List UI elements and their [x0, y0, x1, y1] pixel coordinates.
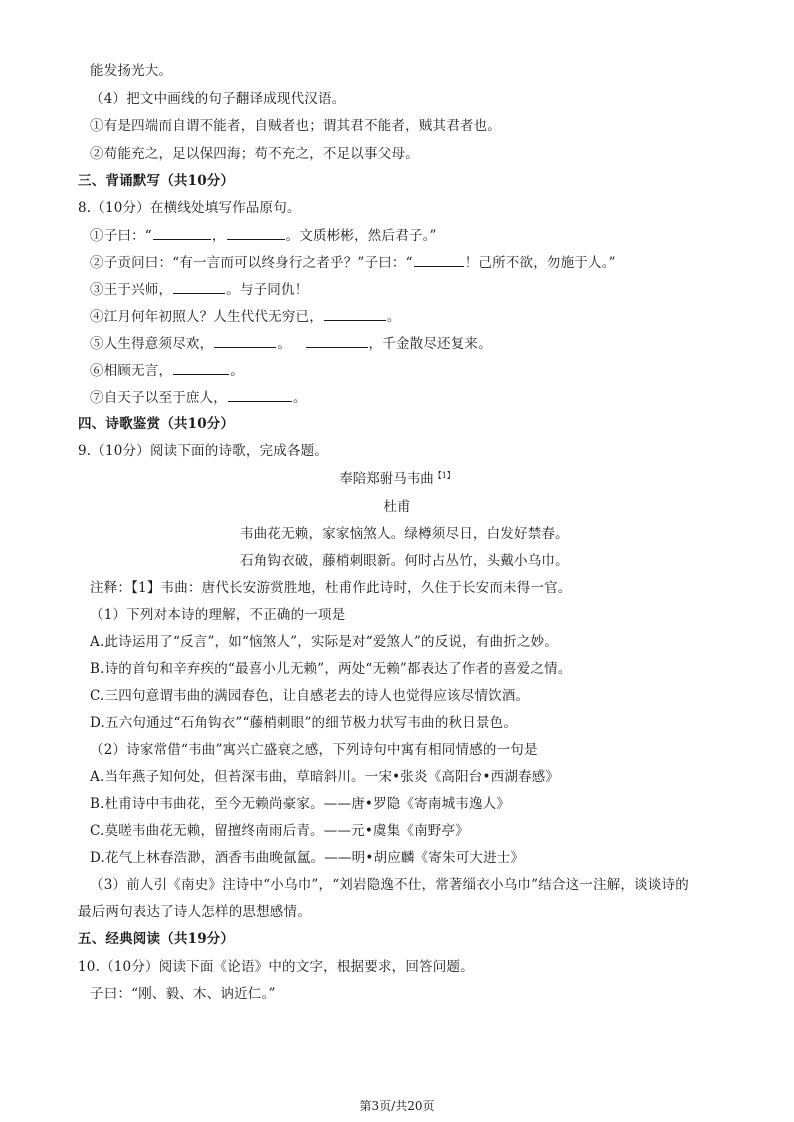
option-9-1-a: A.此诗运用了“反言”，如“恼煞人”，实际是对“爱煞人”的反说，有曲折之妙。: [90, 634, 559, 650]
answer-blank[interactable]: [214, 334, 276, 348]
text-line: 能发扬光大。: [90, 63, 173, 79]
poem-title: [0, 470, 794, 488]
fill-item-4-text: ④江月何年初照人？人生代代无穷已，: [90, 309, 323, 325]
answer-blank[interactable]: [228, 388, 292, 402]
poem-line-1: 韦曲花无赖，家家恼煞人。绿樽须尽日，白发好禁春。: [240, 526, 569, 542]
fill-item-1-text: 。文质彬彬，然后君子。”: [285, 228, 437, 244]
sentence-2: ②苟能充之，足以保四海；苟不充之，不足以事父母。: [90, 146, 419, 162]
option-9-1-b: B.诗的首句和辛弃疾的“最喜小儿无赖”，两处“无赖”都表达了作者的喜爱之情。: [90, 661, 572, 677]
fill-item-1-text: ①子曰：“: [90, 228, 152, 244]
sentence-1: ①有是四端而自谓不能者，自贼者也；谓其君不能者，贼其君者也。: [90, 118, 501, 134]
answer-blank[interactable]: [414, 253, 464, 267]
answer-blank[interactable]: [324, 307, 386, 321]
section-4-heading: 四、诗歌鉴赏（共10分）: [78, 416, 235, 432]
answer-blank[interactable]: [173, 361, 229, 375]
option-9-1-d: D.五六句通过“石角钩衣”“藤梢刺眼”的细节极力状写韦曲的秋日景色。: [90, 715, 518, 731]
poem-footnote: 注释：【1】韦曲：唐代长安游赏胜地，杜甫作此诗时，久住于长安而未得一官。: [90, 580, 572, 596]
footnote-marker: 【1】: [433, 471, 455, 480]
fill-item-2-text: ②子贡问曰：“有一言而可以终身行之者乎？”子曰：“: [90, 255, 413, 271]
fill-item-4: [90, 307, 401, 326]
question-9-2: （2）诗家常借“韦曲”寓兴亡盛衰之感，下列诗句中寓有相同情感的一句是: [90, 742, 538, 758]
option-9-2-b: B.杜甫诗中韦曲花，至今无赖尚豪家。——唐•罗隐《寄南城韦逸人》: [90, 796, 511, 812]
page-number: 第3页/共20页: [359, 1099, 435, 1113]
option-9-2-a: A.当年燕子知何处，但苔深韦曲，草暗斜川。一宋•张炎《高阳台•西湖春感》: [90, 769, 560, 785]
fill-item-6-text: ⑥相顾无言，: [90, 363, 173, 379]
section-5-heading: 五、经典阅读（共19分）: [78, 931, 235, 947]
answer-blank[interactable]: [306, 334, 368, 348]
answer-blank[interactable]: [153, 226, 211, 240]
fill-item-3-text: 。与子同仇！: [226, 282, 309, 298]
question-9-3-cont: 最后两句表达了诗人怎样的思想感情。: [78, 904, 311, 920]
question-8: 8.（10分）在横线处填写作品原句。: [78, 200, 301, 216]
fill-item-6-text: 。: [230, 363, 244, 379]
fill-item-7-text: 。: [293, 390, 307, 406]
fill-item-5: [90, 334, 492, 353]
poem-title-text: 奉陪郑驸马韦曲: [339, 471, 434, 487]
section-3-heading: 三、背诵默写（共10分）: [78, 173, 235, 189]
question-7-4: （4）把文中画线的句子翻译成现代汉语。: [90, 91, 346, 107]
question-9: 9.（10分）阅读下面的诗歌，完成各题。: [78, 443, 329, 459]
fill-item-5-text: ⑤人生得意须尽欢，: [90, 336, 214, 352]
question-10: 10.（10分）阅读下面《论语》中的文字，根据要求，回答问题。: [78, 959, 474, 975]
fill-item-5-text: ，千金散尽还复来。: [368, 336, 492, 352]
poem-author: 杜甫: [383, 499, 411, 515]
fill-item-7: [90, 388, 307, 407]
option-9-2-d: D.花气上林春浩渺，酒香韦曲晚氤氲。——明•胡应麟《寄朱可大进士》: [90, 850, 525, 866]
fill-item-1-text: ，: [211, 228, 226, 244]
answer-blank[interactable]: [227, 226, 285, 240]
question-9-3: （3）前人引《南史》注诗中“小乌巾”，“刘岩隐逸不仕，常著缁衣小乌巾”结合这一注解，谈谈诗的: [90, 877, 689, 893]
quote-text: 子曰：“刚、毅、木、讷近仁。”: [90, 986, 276, 1002]
poem-line-2: 石角钩衣破，藤梢刺眼新。何时占丛竹，头戴小乌巾。: [240, 553, 569, 569]
option-9-1-c: C.三四句意谓韦曲的满园春色，让自感老去的诗人也觉得应该尽情饮酒。: [90, 688, 530, 704]
fill-item-7-text: ⑦自天子以至于庶人，: [90, 390, 227, 406]
answer-blank[interactable]: [173, 280, 225, 294]
fill-item-2: [90, 253, 616, 272]
fill-item-4-text: 。: [386, 309, 401, 325]
fill-item-6: [90, 361, 244, 380]
question-9-1: （1）下列对本诗的理解，不正确的一项是: [90, 607, 346, 623]
fill-item-5-text: 。: [277, 336, 292, 352]
option-9-2-c: C.莫嗟韦曲花无赖，留擅终南雨后青。——元•虞集《南野亭》: [90, 823, 469, 839]
fill-item-2-text: ！己所不欲，勿施于人。”: [464, 255, 616, 271]
fill-item-3: [90, 280, 308, 299]
fill-item-3-text: ③王于兴师，: [90, 282, 173, 298]
fill-item-1: [90, 226, 437, 245]
